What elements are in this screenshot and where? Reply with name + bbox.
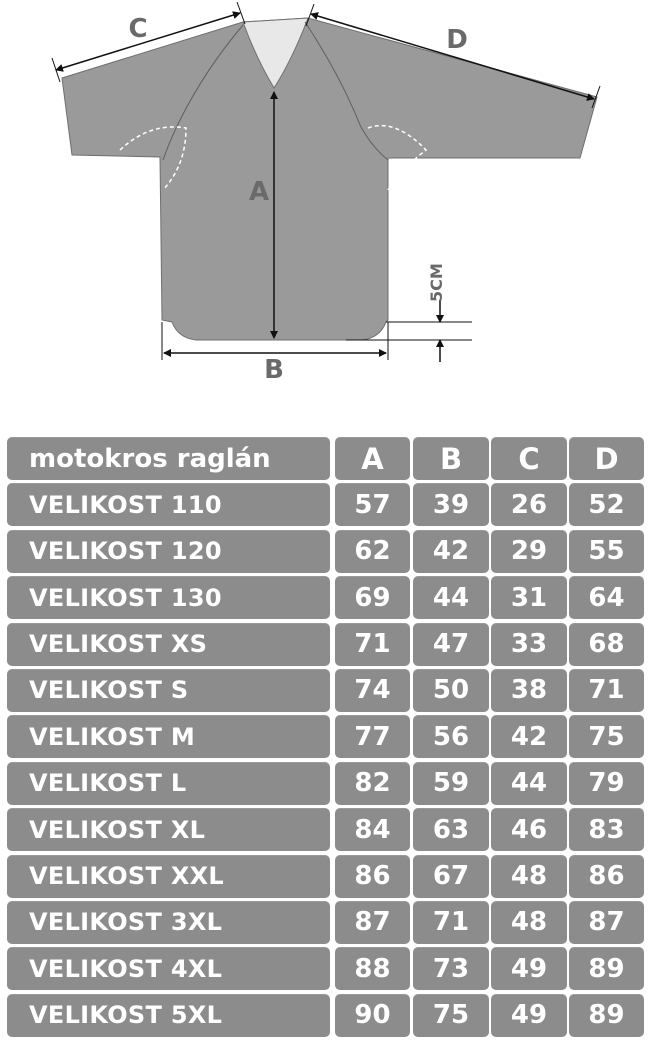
jersey-measurement-diagram [0,0,651,400]
measurement-cell: 48 [491,901,567,944]
measurement-cell: 57 [335,483,410,526]
measurement-cell: 63 [413,808,489,851]
size-label: VELIKOST 110 [7,483,330,526]
size-label: VELIKOST S [7,669,330,712]
size-table [7,437,644,1040]
measurement-cell: 33 [491,623,567,666]
measurement-cell: 44 [491,762,567,805]
label-5cm: 5CM [427,263,446,302]
measurement-cell: 55 [569,530,644,573]
measurement-cell: 71 [413,901,489,944]
measurement-cell: 77 [335,715,410,758]
measurement-cell: 86 [335,855,410,898]
table-row [7,715,644,761]
size-label: VELIKOST 130 [7,576,330,619]
table-row [7,994,644,1040]
size-label: VELIKOST XL [7,808,330,851]
measurement-cell: 71 [335,623,410,666]
measurement-cell: 31 [491,576,567,619]
measurement-cell: 42 [491,715,567,758]
table-row [7,808,644,854]
measurement-cell: 71 [569,669,644,712]
measurement-cell: 62 [335,530,410,573]
column-header: C [491,437,567,480]
size-label: VELIKOST XS [7,623,330,666]
measurement-cell: 82 [335,762,410,805]
column-header: A [335,437,410,480]
measurement-cell: 83 [569,808,644,851]
measurement-cell: 46 [491,808,567,851]
measurement-cell: 74 [335,669,410,712]
measurement-cell: 89 [569,947,644,990]
measurement-cell: 84 [335,808,410,851]
measurement-cell: 50 [413,669,489,712]
measurement-cell: 26 [491,483,567,526]
size-label: VELIKOST 4XL [7,947,330,990]
size-label: VELIKOST 3XL [7,901,330,944]
measurement-cell: 79 [569,762,644,805]
table-row [7,576,644,622]
table-row [7,947,644,993]
measurement-cell: 89 [569,994,644,1037]
measurement-cell: 75 [569,715,644,758]
measurement-cell: 67 [413,855,489,898]
table-row [7,762,644,808]
measurement-cell: 29 [491,530,567,573]
table-title: motokros raglán [7,437,330,480]
label-a: A [248,177,270,207]
size-label: VELIKOST 120 [7,530,330,573]
measurement-cell: 49 [491,947,567,990]
column-header: B [413,437,489,480]
table-row [7,530,644,576]
measurement-cell: 39 [413,483,489,526]
measurement-cell: 75 [413,994,489,1037]
measurement-cell: 49 [491,994,567,1037]
measurement-cell: 69 [335,576,410,619]
label-d: D [446,25,468,55]
measurement-cell: 42 [413,530,489,573]
measurement-cell: 88 [335,947,410,990]
table-row [7,669,644,715]
measurement-cell: 68 [569,623,644,666]
measurement-cell: 48 [491,855,567,898]
size-label: VELIKOST M [7,715,330,758]
measurement-cell: 44 [413,576,489,619]
measurement-cell: 64 [569,576,644,619]
table-header-row [7,437,644,483]
measurement-cell: 38 [491,669,567,712]
measurement-cell: 73 [413,947,489,990]
table-row [7,855,644,901]
size-label: VELIKOST XXL [7,855,330,898]
column-header: D [569,437,644,480]
measurement-cell: 87 [335,901,410,944]
jersey-shape [62,18,597,340]
size-label: VELIKOST 5XL [7,994,330,1037]
measurement-cell: 56 [413,715,489,758]
table-row [7,901,644,947]
measurement-cell: 90 [335,994,410,1037]
table-row [7,483,644,529]
size-label: VELIKOST L [7,762,330,805]
measurement-cell: 47 [413,623,489,666]
label-c: C [128,14,148,44]
measurement-cell: 52 [569,483,644,526]
measurement-cell: 59 [413,762,489,805]
measurement-cell: 87 [569,901,644,944]
measurement-cell: 86 [569,855,644,898]
label-b: B [264,355,284,385]
table-row [7,623,644,669]
